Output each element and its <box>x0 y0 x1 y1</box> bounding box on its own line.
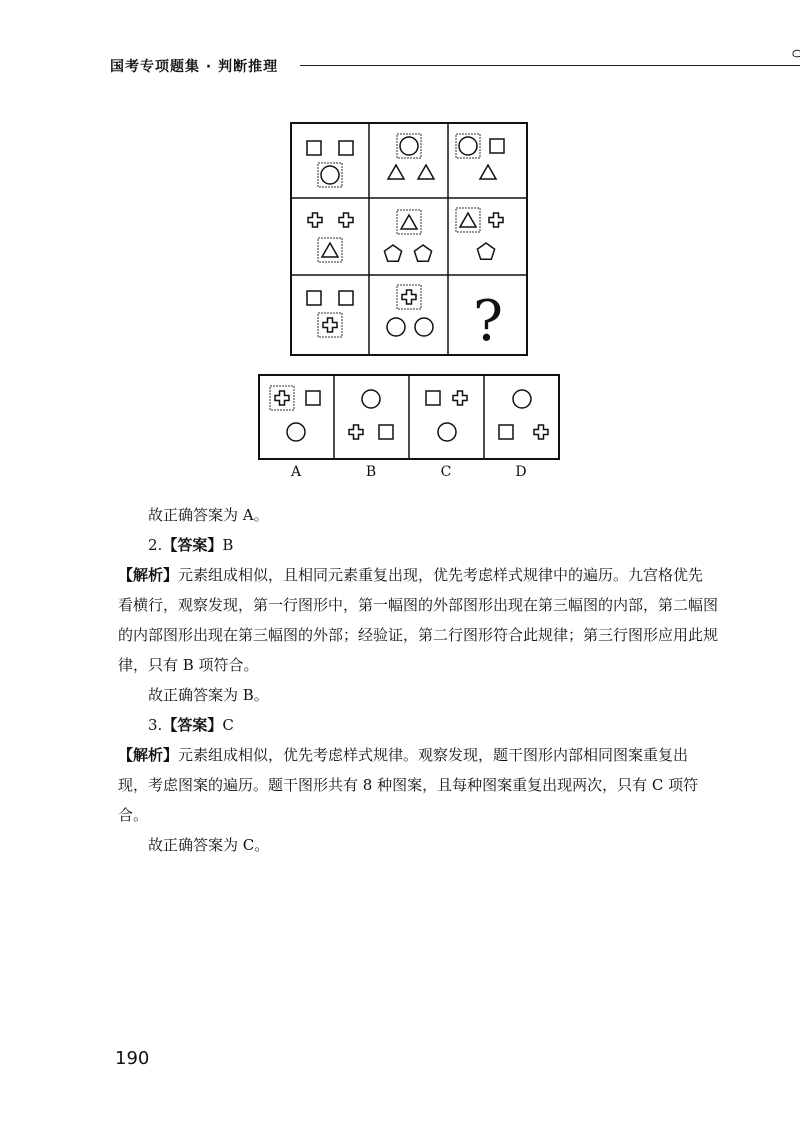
circle-shape <box>387 318 405 336</box>
option-label-c: C <box>440 464 452 480</box>
options-figure <box>258 374 560 460</box>
q3-analysis <box>118 740 718 830</box>
cross-shape <box>349 425 363 439</box>
square-shape <box>339 141 353 155</box>
q3-number: 3. <box>148 716 163 734</box>
square-shape <box>426 391 440 405</box>
circle-shape <box>321 166 339 184</box>
triangle-shape <box>388 165 404 179</box>
square-shape <box>307 291 321 305</box>
q2-answer: B <box>222 536 234 554</box>
cross-shape <box>339 213 353 227</box>
triangle-shape <box>418 165 434 179</box>
header-rule <box>300 65 800 66</box>
question-mark: ? <box>472 289 504 354</box>
square-shape <box>339 291 353 305</box>
cross-shape <box>308 213 322 227</box>
q3-conclusion: 故正确答案为 C。 <box>148 836 270 854</box>
square-shape <box>307 141 321 155</box>
option-label-a: A <box>290 464 302 480</box>
cross-shape <box>275 391 289 405</box>
triangle-shape <box>322 243 338 257</box>
q2-answer-tag: 【答案】 <box>162 536 223 554</box>
pentagon-shape <box>384 245 401 261</box>
cross-shape <box>323 318 337 332</box>
circle-shape <box>287 423 305 441</box>
option-labels <box>258 464 560 484</box>
option-a-figure[interactable] <box>270 386 320 441</box>
option-d-figure[interactable] <box>499 390 548 439</box>
q2-analysis-text: 元素组成相似，且相同元素重复出现，优先考虑样式规律中的遍历。九宫格优先看横行，观察发现，第一行图形中，第一幅图的外部图形出现在第三幅图的内部，第二幅图的内部图形出现在第三幅图的外部；经验证，第二行图形符合此规律；第三行图形应用此规律，只有 B 项符合。 <box>118 566 719 674</box>
pentagon-shape <box>477 243 494 259</box>
header-title: 国考专项题集 · 判断推理 <box>110 59 279 75</box>
triangle-shape <box>401 215 417 229</box>
q3-analysis-text: 元素组成相似，优先考虑样式规律。观察发现，题干图形内部相同图案重复出现，考虑图案的遍历。题干图形共有 8 种图案，且每种图案重复出现两次，只有 C 项符合。 <box>118 746 699 824</box>
q3-analysis-tag: 【解析】 <box>118 746 179 764</box>
q3-answer-tag: 【答案】 <box>162 716 223 734</box>
triangle-shape <box>460 213 476 227</box>
q2-analysis-tag: 【解析】 <box>118 566 179 584</box>
q2-conclusion: 故正确答案为 B。 <box>148 686 269 704</box>
q3-answer-line <box>118 710 718 740</box>
square-shape <box>379 425 393 439</box>
option-b-figure[interactable] <box>349 390 393 439</box>
q2-answer-line <box>118 530 718 560</box>
page-number: 190 <box>115 1048 150 1069</box>
cross-shape <box>534 425 548 439</box>
option-label-b: B <box>365 464 377 480</box>
triangle-shape <box>480 165 496 179</box>
circle-shape <box>415 318 433 336</box>
circle-shape <box>438 423 456 441</box>
circle-shape <box>459 137 477 155</box>
circle-shape <box>400 137 418 155</box>
q2-analysis <box>118 560 718 680</box>
cross-shape <box>453 391 467 405</box>
sprout-icon <box>790 46 800 68</box>
q1-conclusion: 故正确答案为 A。 <box>148 506 269 524</box>
square-shape <box>499 425 513 439</box>
q2-number: 2. <box>148 536 163 554</box>
option-c-figure[interactable] <box>426 391 467 441</box>
square-shape <box>306 391 320 405</box>
answer-text <box>118 500 718 860</box>
inner-frame <box>270 386 294 410</box>
puzzle-grid <box>290 122 528 356</box>
pentagon-shape <box>414 245 431 261</box>
cross-shape <box>402 290 416 304</box>
circle-shape <box>513 390 531 408</box>
q3-answer: C <box>222 716 234 734</box>
inner-frame <box>397 285 421 309</box>
circle-shape <box>362 390 380 408</box>
cross-shape <box>489 213 503 227</box>
square-shape <box>490 139 504 153</box>
inner-frame <box>318 313 342 337</box>
page-header <box>110 54 710 78</box>
option-label-d: D <box>515 464 527 480</box>
